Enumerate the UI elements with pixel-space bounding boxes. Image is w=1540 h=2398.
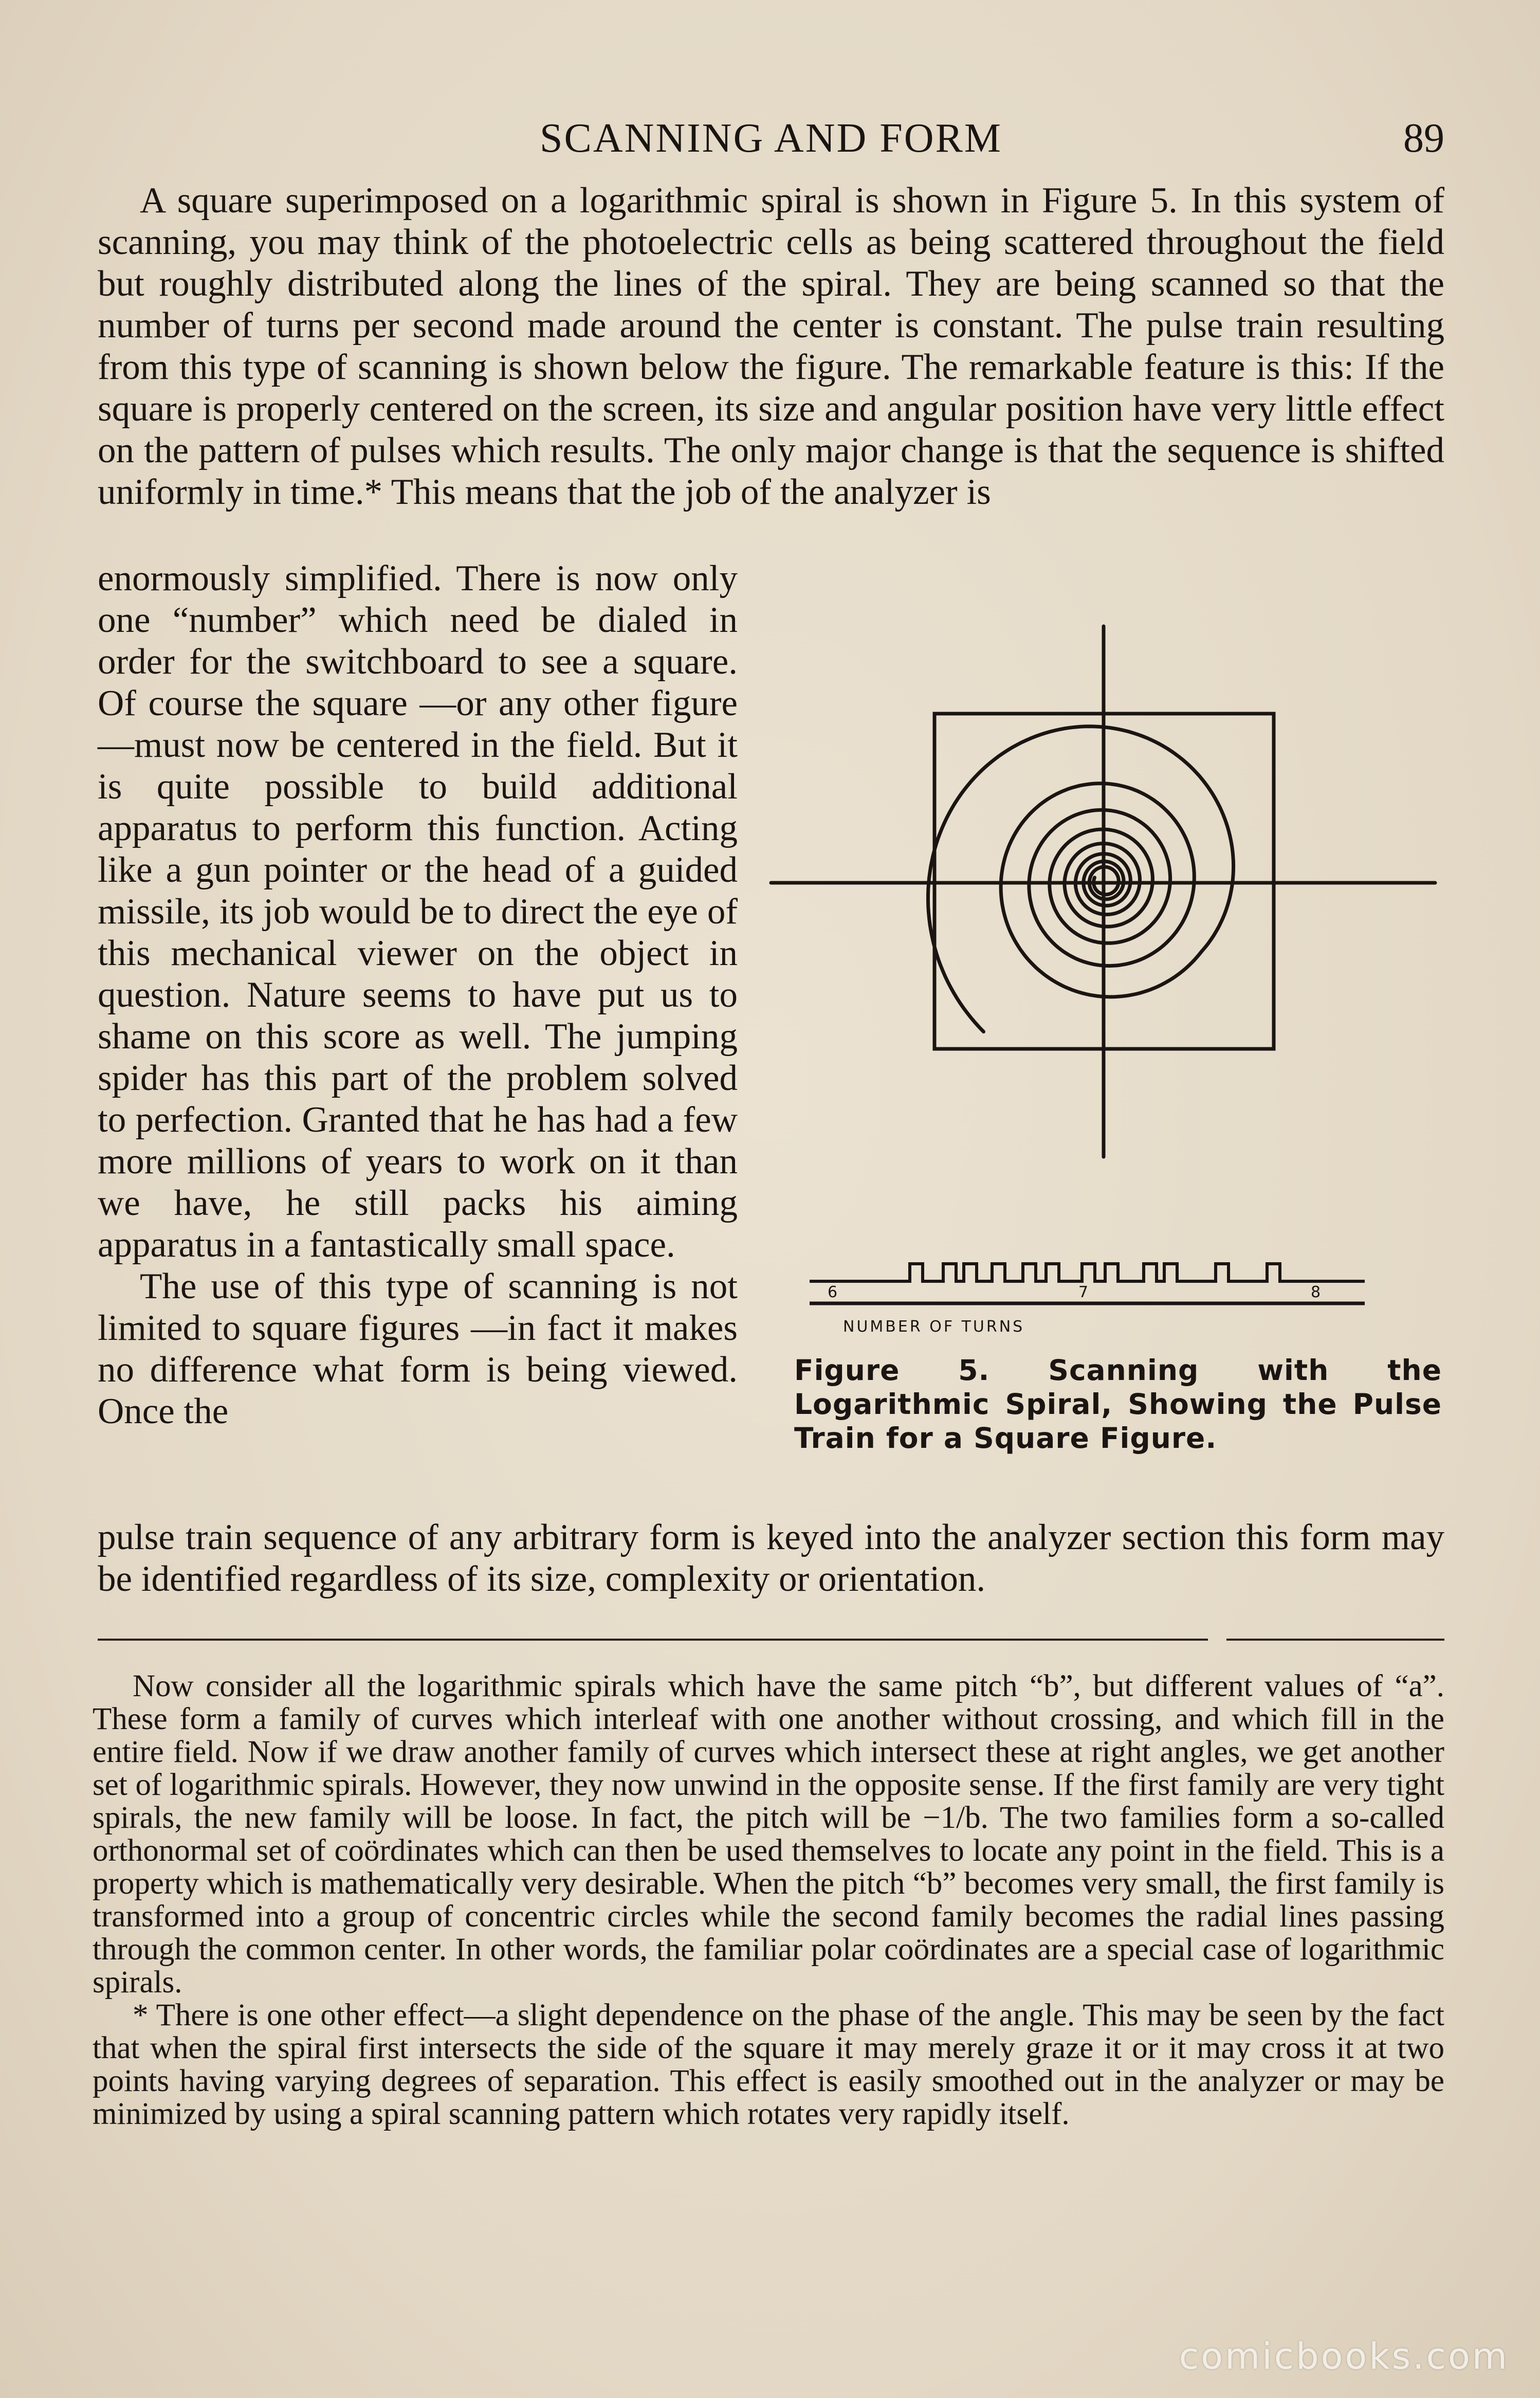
- chapter-title: SCANNING AND FORM: [539, 116, 1003, 161]
- turns-axis-title: NUMBER OF TURNS: [843, 1318, 1025, 1336]
- footnote-rule: [98, 1639, 1444, 1642]
- pulse-train-line: [810, 1264, 1365, 1281]
- tick-7: 7: [1078, 1283, 1089, 1301]
- figure-caption: Figure 5. Scanning with the Logarithmic Spiral, Showing the Pulse Train for a Square Figure.: [794, 1354, 1442, 1455]
- logarithmic-spiral: [928, 726, 1234, 1032]
- spiral-diagram: [766, 622, 1450, 1465]
- tick-6: 6: [828, 1283, 838, 1301]
- column-paragraph-1: enormously simplified. There is now only one “number” which need be dialed in order for the switchboard to see a square. Of course the square —or any other figure—must now be centered in the field. But it is quite possible to build additional apparatus to perform this function. Acting like a gun pointer or the head of a guided missile, its job would be to direct the eye of this mechanical viewer on the object in question. Nature seems to have put us to shame on this score as well. The jumping spider has this part of the problem solved to perfection. Granted that he has had a few more millions of years to work on it than we have, he still packs his aiming apparatus in a fantastically small space.: [98, 558, 738, 1265]
- column-paragraph-2: The use of this type of scanning is not limited to square figures —in fact it makes no difference what form is being viewed. Once the: [98, 1266, 738, 1431]
- footnote-spirals: Now consider all the logarithmic spirals which have the same pitch “b”, but different values of “a”. These form a family of curves which interleaf with one another without crossing, and which fill in the entire field. Now if we draw another family of curves which intersect these at right angles, we get another set of logarithmic spirals. However, they now unwind in the opposite sense. If the first family are very tight spirals, the new family will be loose. In fact, the pitch will be −1/b. The two families form a so-called orthonormal set of coördinates which can then be used themselves to locate any point in the field. This is a property which is mathematically very desirable. When the pitch “b” becomes very small, the first family is transformed into a group of concentric circles while the second family becomes the radial lines passing through the common center. In other words, the familiar polar coördinates are a special case of logarithmic spirals.: [93, 1669, 1444, 2000]
- turns-axis-ticks: [828, 1283, 1321, 1301]
- figure-5: [766, 622, 1450, 1465]
- left-column: [98, 558, 738, 1432]
- rule-segment: [1226, 1639, 1444, 1641]
- body-paragraph-top: A square superimposed on a logarithmic spiral is shown in Figure 5. In this system of scanning, you may think of the photoelectric cells as being scattered throughout the field but roughly distributed along the lines of the spiral. They are being scanned so that the number of turns per second made around the center is constant. The pulse train resulting from this type of scanning is shown below the figure. The remarkable feature is this: If the square is properly centered on the screen, its size and angular position have very little effect on the pattern of pulses which results. The only major change is that the sequence is shifted uniformly in time.* This means that the job of the analyzer is: [98, 180, 1444, 512]
- running-head: [98, 110, 1444, 167]
- rule-segment: [98, 1639, 1208, 1641]
- body-paragraph-bottom: pulse train sequence of any arbitrary form is keyed into the analyzer section this form may be identified regardless of its size, complexity or orientation.: [98, 1517, 1444, 1599]
- tick-8: 8: [1311, 1283, 1321, 1301]
- spiral-drawing: [771, 626, 1435, 1157]
- footnotes: [93, 1670, 1444, 2131]
- watermark: comicbooks.com: [1179, 2335, 1509, 2377]
- footnote-asterisk: * There is one other effect—a slight dependence on the phase of the angle. This may be seen by the fact that when the spiral first intersects the side of the square it may merely graze it or it may cross it at two points having varying degrees of separation. This effect is easily smoothed out in the analyzer or may be minimized by using a spiral scanning pattern which rotates very rapidly itself.: [93, 1998, 1444, 2131]
- page-number: 89: [1403, 116, 1444, 161]
